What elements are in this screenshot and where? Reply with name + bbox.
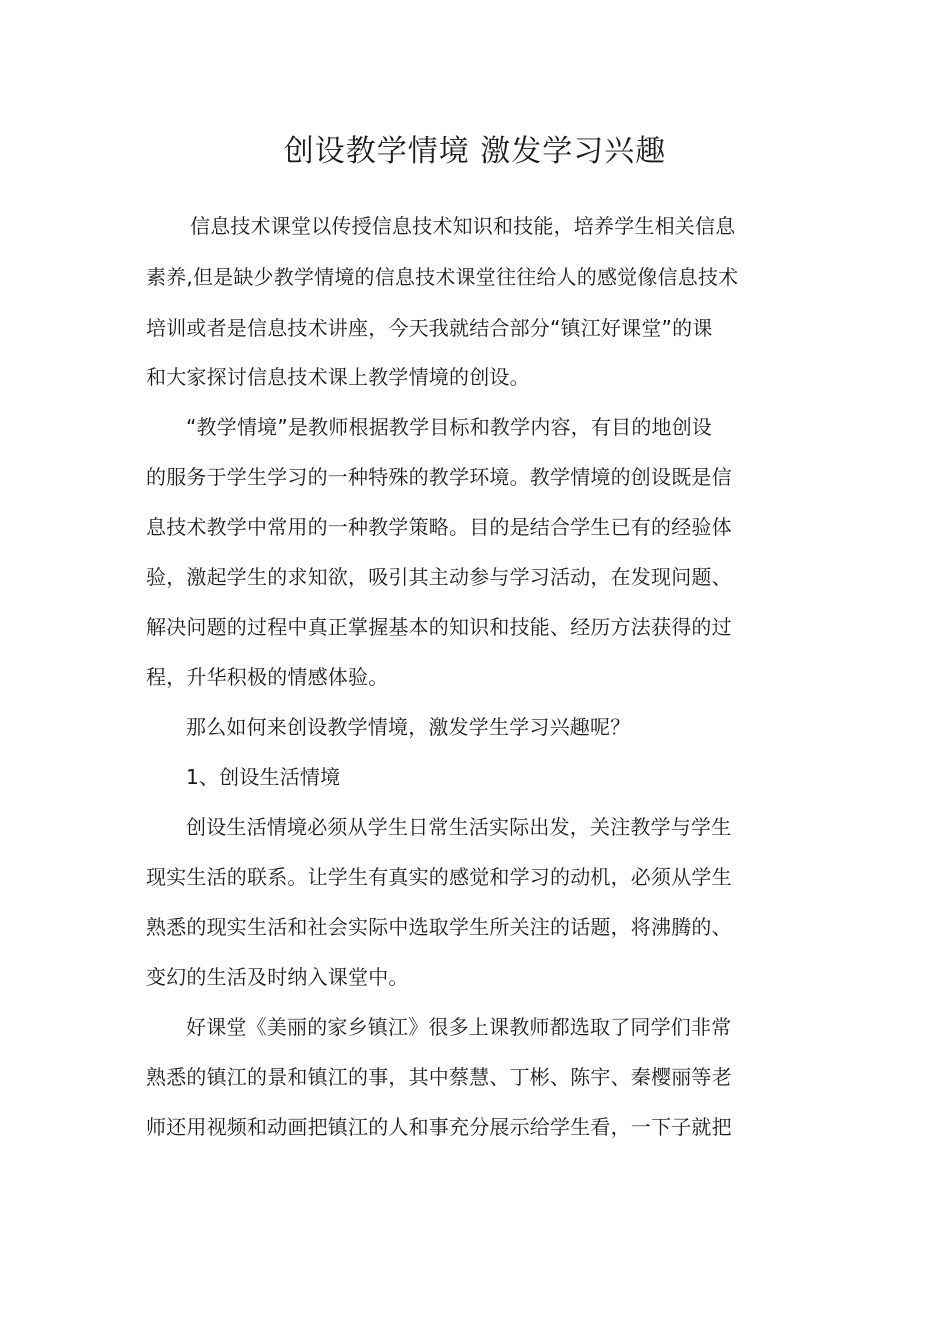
paragraph-line: “教学情境”是教师根据教学目标和教学内容，有目的地创设 <box>186 415 713 439</box>
paragraph-line: 和大家探讨信息技术课上教学情境的创设。 <box>146 365 530 389</box>
document-title: 创设教学情境 激发学习兴趣 <box>283 134 667 169</box>
paragraph-line: 程，升华积极的情感体验。 <box>146 665 389 689</box>
paragraph-line: 现实生活的联系。让学生有真实的感觉和学习的动机，必须从学生 <box>146 865 732 889</box>
paragraph-line: 那么如何来创设教学情境，激发学生学习兴趣呢？ <box>186 715 631 739</box>
paragraph-line: 息技术教学中常用的一种教学策略。目的是结合学生已有的经验体 <box>146 515 732 539</box>
paragraph-line: 变幻的生活及时纳入课堂中。 <box>146 965 409 989</box>
section-heading: 1、创设生活情境 <box>186 765 341 789</box>
paragraph-line: 好课堂《美丽的家乡镇江》很多上课教师都选取了同学们非常 <box>186 1015 732 1039</box>
paragraph-line: 熟悉的现实生活和社会实际中选取学生所关注的话题，将沸腾的、 <box>146 915 732 939</box>
paragraph-line: 的服务于学生学习的一种特殊的教学环境。教学情境的创设既是信 <box>146 465 732 489</box>
paragraph-line: 创设生活情境必须从学生日常生活实际出发，关注教学与学生 <box>186 815 732 839</box>
paragraph-line: 熟悉的镇江的景和镇江的事，其中蔡慧、丁彬、陈宇、秦樱丽等老 <box>146 1065 732 1089</box>
paragraph-line: 信息技术课堂以传授信息技术知识和技能，培养学生相关信息 <box>190 214 736 238</box>
paragraph-line: 培训或者是信息技术讲座，今天我就结合部分“镇江好课堂”的课 <box>146 316 713 340</box>
paragraph-line: 验，激起学生的求知欲，吸引其主动参与学习活动，在发现问题、 <box>146 565 732 589</box>
paragraph-line: 解决问题的过程中真正掌握基本的知识和技能、经历方法获得的过 <box>146 615 732 639</box>
paragraph-line: 师还用视频和动画把镇江的人和事充分展示给学生看，一下子就把 <box>146 1115 732 1139</box>
paragraph-line: 素养,但是缺少教学情境的信息技术课堂往往给人的感觉像信息技术 <box>146 265 739 289</box>
